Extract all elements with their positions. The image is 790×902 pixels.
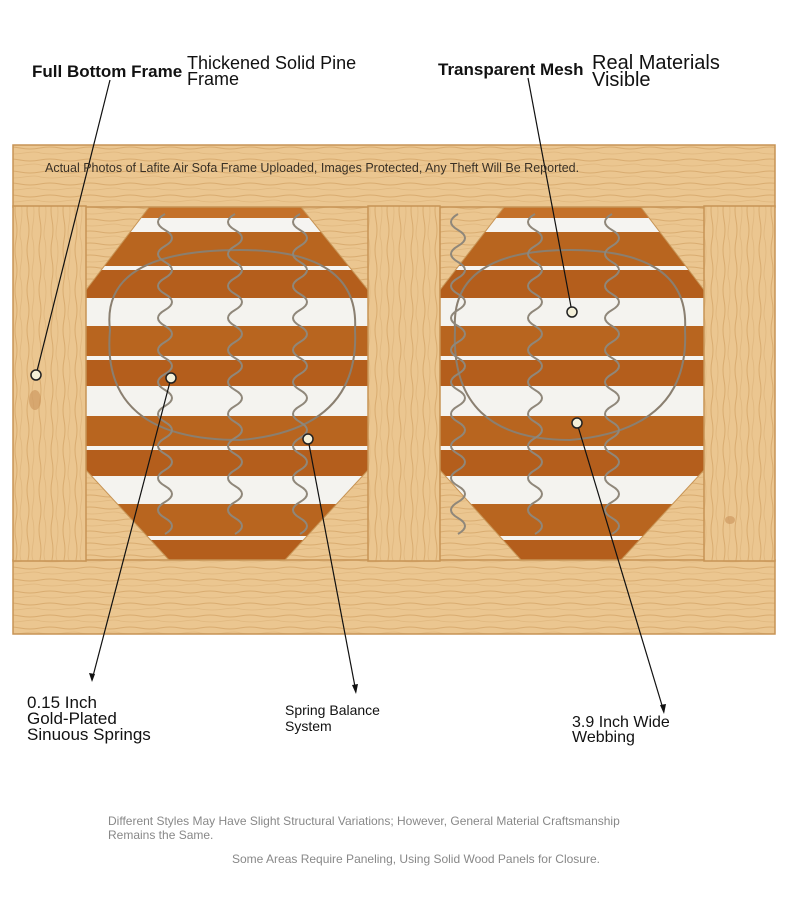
- footnote-variation-line-2: Remains the Same.: [108, 828, 214, 842]
- left-bay: [86, 206, 368, 561]
- label-spring-balance-line-1: Spring Balance: [285, 702, 380, 718]
- label-webbing-line-1: 3.9 Inch Wide: [572, 714, 670, 731]
- label-springs-line-2: Gold-Plated: [27, 709, 117, 728]
- label-transparent-mesh: Transparent Mesh: [438, 60, 584, 79]
- label-full-bottom-frame: Full Bottom Frame: [32, 62, 183, 81]
- label-real-materials-line-2: Visible: [592, 69, 651, 91]
- label-thickened-pine-line-2: Frame: [187, 69, 240, 89]
- label-thickened-pine-line-1: Thickened Solid Pine: [187, 53, 357, 73]
- photo-caption: Actual Photos of Lafite Air Sofa Frame Uploaded, Images Protected, Any Theft Will Be Reported.: [45, 161, 580, 175]
- label-spring-balance-line-2: System: [285, 718, 332, 734]
- right-bay: [440, 206, 704, 561]
- footnote-paneling: Some Areas Require Paneling, Using Solid Wood Panels for Closure.: [232, 852, 600, 866]
- label-springs-line-1: 0.15 Inch: [27, 693, 97, 712]
- label-webbing-line-2: Webbing: [572, 729, 635, 746]
- label-springs-line-3: Sinuous Springs: [27, 725, 151, 744]
- footnote-variation-line-1: Different Styles May Have Slight Structural Variations; However, General Material Craftsmanship: [108, 814, 620, 828]
- label-real-materials-line-1: Real Materials: [592, 52, 720, 74]
